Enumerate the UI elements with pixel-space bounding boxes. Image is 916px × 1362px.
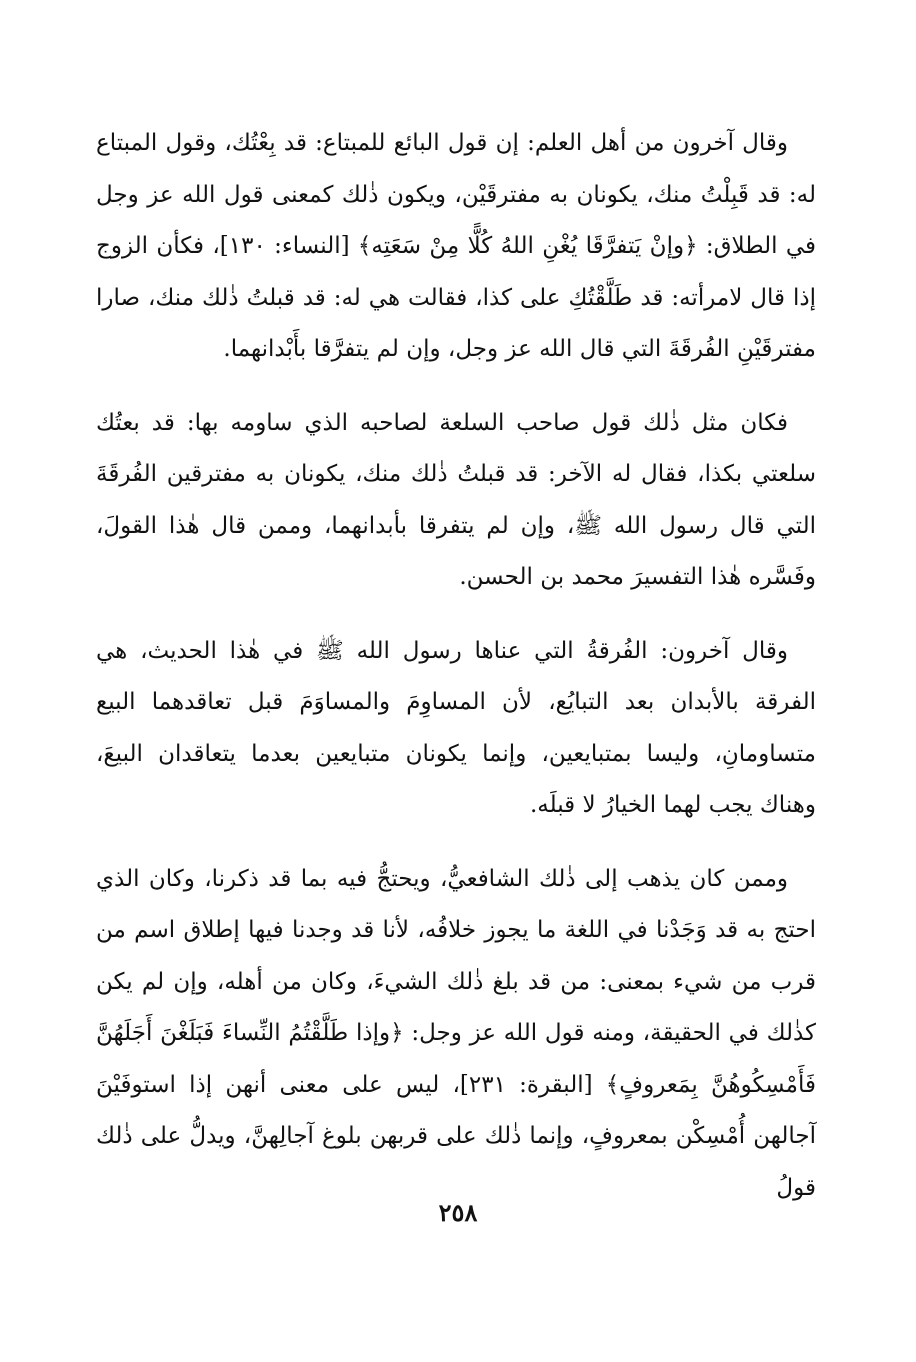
paragraph-1: وقال آخرون من أهل العلم: إن قول البائع للمبتاع: قد بِعْتُك، وقول المبتاع له: قد قَبِلْتُ منك، يكونان به مفترقَيْن، ويكون ذٰلك كمعنى قول الله عز وجل في الطلاق: ﴿وإنْ يَتفرَّقَا يُغْنِ اللهُ كُلًّا مِنْ سَعَتِه﴾ [النساء: ١٣٠]، فكأن الزوج إذا قال لامرأته: قد طَلَّقْتُكِ على كذا، فقالت هي له: قد قبلتُ ذٰلك منك، صارا مفترقَيْنِ الفُرقَةَ التي قال الله عز وجل، وإن لم يتفرَّقا بأَبْدانهما. (96, 130, 817, 362)
page-body (96, 118, 816, 1236)
page-number: ٢٥٨ (438, 1198, 478, 1227)
paragraph-3: وقال آخرون: الفُرقةُ التي عناها رسول الله ﷺ في هٰذا الحديث، هي الفرقة بالأبدان بعد التبايُع، لأن المساوِمَ والمساوَمَ قبل تعاقدهما البيع متساومانِ، وليسا بمتبايعين، وإنما يكونان متبايعين بعدما يتعاقدان البيعَ، وهناك يجب لهما الخيارُ لا قبلَه. (96, 637, 816, 818)
paragraph-2: فكان مثل ذٰلك قول صاحب السلعة لصاحبه الذي ساومه بها: قد بعتُك سلعتي بكذا، فقال له الآخر: قد قبلتُ ذٰلك منك، يكونان به مفترقين الفُرقَةَ التي قال رسول الله ﷺ، وإن لم يتفرقا بأبدانهما، وممن قال هٰذا القولَ، وفَسَّره هٰذا التفسيرَ محمد بن الحسن. (96, 409, 816, 590)
paragraph-4: وممن كان يذهب إلى ذٰلك الشافعيُّ، ويحتجُّ فيه بما قد ذكرنا، وكان الذي احتج به قد وَجَدْنا في اللغة ما يجوز خلافُه، لأنا قد وجدنا فيها إطلاق اسم من قرب من شيء بمعنى: من قد بلغ ذٰلك الشيءَ، وكان من أهله، وإن لم يكن كذٰلك في الحقيقة، ومنه قول الله عز وجل: ﴿وإذا طَلَّقْتُمُ النِّساءَ فَبَلَغْنَ أَجَلَهُنَّ فَأَمْسِكُوهُنَّ بِمَعروفٍ﴾ [البقرة: ٢٣١]، ليس على معنى أنهن إذا استوفَيْنَ آجالهن أُمْسِكْن بمعروفٍ، وإنما ذٰلك على قربهن بلوغ آجالِهنَّ، ويدلُّ على ذٰلك قولُ (96, 865, 817, 1201)
